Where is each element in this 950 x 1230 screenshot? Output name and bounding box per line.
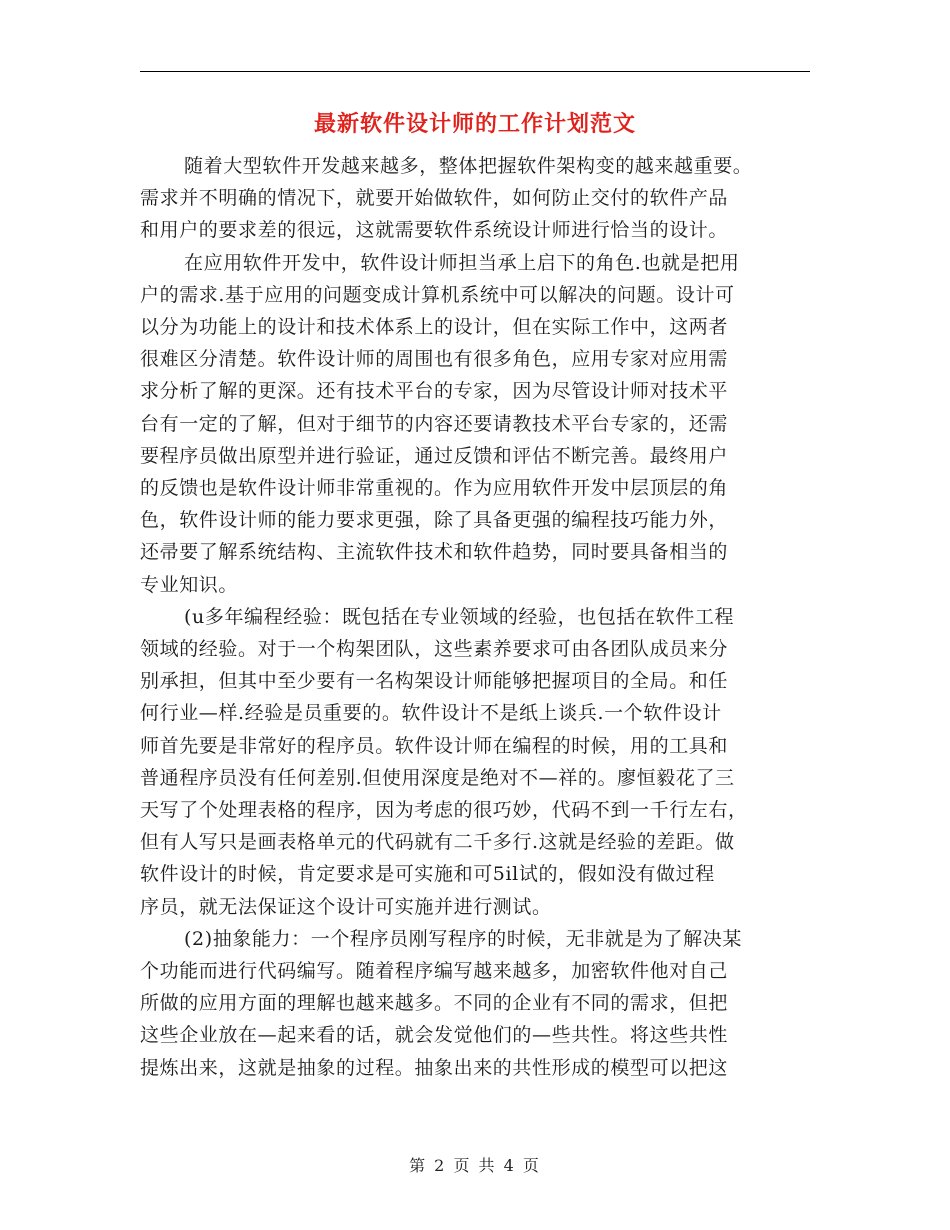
paragraph-line: 在应用软件开发中，软件设计师担当承上启下的角色.也就是把用 xyxy=(184,251,740,274)
paragraph-line: 专业知识。 xyxy=(140,573,239,596)
paragraph-line: 普通程序员没有任何差别.但使用深度是绝对不—祥的。廖恒毅花了三 xyxy=(140,766,735,789)
paragraph-1 xyxy=(140,150,810,247)
paragraph-line: 和用户的要求差的很远，这就需要软件系统设计师进行恰当的设计。 xyxy=(140,219,729,242)
paragraph-line: 提炼出来，这就是抽象的过程。抽象出来的共性形成的模型可以把这 xyxy=(140,1056,729,1079)
paragraph-3 xyxy=(140,601,810,923)
page-number: 第 2 页 共 4 页 xyxy=(409,1156,541,1175)
paragraph-line: 天写了个处理表格的程序，因为考虑的很巧妙，代码不到一千行左右， xyxy=(140,799,748,822)
paragraph-line: 以分为功能上的设计和技术体系上的设计，但在实际工作中，这两者 xyxy=(140,316,729,339)
paragraph-line: 要程序员做出原型并进行验证，通过反馈和评估不断完善。最终用户 xyxy=(140,444,729,467)
paragraph-line: 求分析了解的更深。还有技术平台的专家，因为尽管设计师对技术平 xyxy=(140,380,729,403)
paragraph-line: 领域的经验。对于一个构架团队，这些素养要求可由各团队成员来分 xyxy=(140,638,729,661)
paragraph-line: 所做的应用方面的理解也越来越多。不同的企业有不同的需求，但把 xyxy=(140,992,729,1015)
paragraph-line: 色，软件设计师的能力要求更强，除了具备更强的编程技巧能力外， xyxy=(140,509,729,532)
paragraph-line: 很难区分清楚。软件设计师的周围也有很多角色，应用专家对应用需 xyxy=(140,348,729,371)
paragraph-line: 别承担，但其中至少要有一名构架设计师能够把握项目的全局。和任 xyxy=(140,670,729,693)
paragraph-line: 师首先要是非常好的程序员。软件设计师在编程的时候，用的工具和 xyxy=(140,734,729,757)
paragraph-line: 还帚要了解系统结构、主流软件技术和软件趋势，同时要具备相当的 xyxy=(140,541,729,564)
paragraph-line: 但有人写只是画表格单元的代码就有二千多行.这就是经验的差距。做 xyxy=(140,831,735,854)
paragraph-line: 需求并不明确的情况下，就要开始做软件，如何防止交付的软件产品 xyxy=(140,187,729,210)
paragraph-line: 随着大型软件开发越来越多，整体把握软件架构变的越来越重要。 xyxy=(184,155,753,177)
paragraph-line: 序员，就无法保证这个设计可实施并进行测试。 xyxy=(140,895,552,918)
paragraph-2 xyxy=(140,247,810,601)
paragraph-line: (2)抽象能力：一个程序员刚写程序的时候，无非就是为了解决某 xyxy=(184,927,742,950)
paragraph-line: 户的需求.基于应用的问题变成计算机系统中可以解决的问题。设计可 xyxy=(140,283,735,306)
paragraph-line: 个功能而进行代码编写。随着程序编写越来越多，加密软件他对自己 xyxy=(140,960,729,983)
paragraph-line: 的反馈也是软件设计师非常重视的。作为应用软件开发中层顶层的角 xyxy=(140,477,729,500)
paragraph-line: 软件设计的时候，肯定要求是可实施和可5il试的，假如没有做过程 xyxy=(140,863,715,886)
paragraph-4 xyxy=(140,923,810,1084)
header-rule xyxy=(140,71,810,72)
paragraph-line: 台有一定的了解，但对于细节的内容还要请教技术平台专家的，还需 xyxy=(140,412,729,435)
document-body xyxy=(140,150,810,1084)
paragraph-line: 何行业—样.经验是员重要的。软件设计不是纸上谈兵.一个软件设计 xyxy=(140,702,722,725)
paragraph-line: (u多年编程经验：既包括在专业领域的经验，也包括在软件工程 xyxy=(184,605,735,628)
paragraph-line: 这些企业放在—起来看的话，就会发觉他们的—些共性。将这些共性 xyxy=(140,1024,729,1047)
document-title: 最新软件设计师的工作计划范文 xyxy=(313,112,636,137)
